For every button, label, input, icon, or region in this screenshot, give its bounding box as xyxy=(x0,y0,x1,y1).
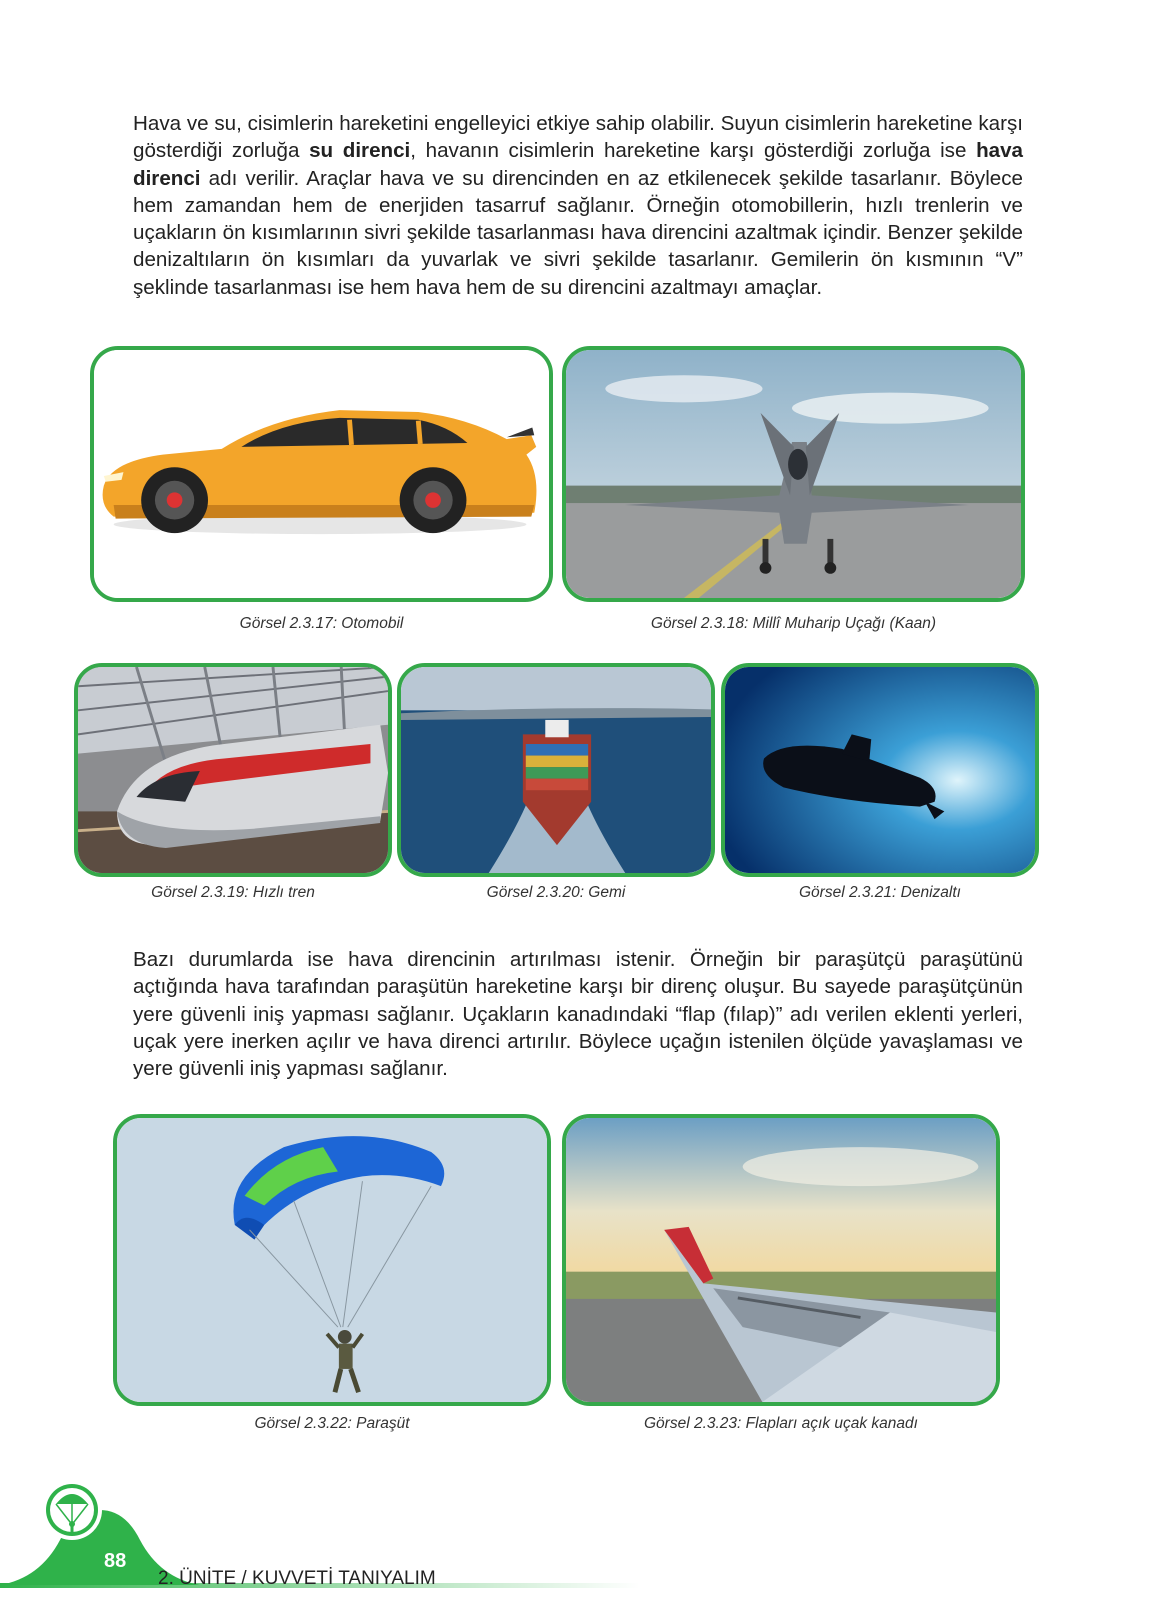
caption-car: Görsel 2.3.17: Otomobil xyxy=(239,615,404,632)
caption-jet: Görsel 2.3.18: Millî Muharip Uçağı (Kaan) xyxy=(650,615,937,632)
car-image xyxy=(90,346,553,602)
jet-illustration xyxy=(566,350,1021,598)
intro-paragraph: Hava ve su, cisimlerin hareketini engelleyici etkiye sahip olabilir. Suyun cisimlerin hareketine karşı gösterdiği zorluğa su direnci, havanın cisimlerin hareketine karşı gösterdiği zorluğa ise hava direnci adı verilir. Araçlar hava ve su direncinden en az etkilenecek şekilde tasarlanır. Böylece hem zamandan hem de enerjiden tasarruf sağlanır. Örneğin otomobillerin, hızlı trenlerin ve uçakların ön kısımlarının sivri şekilde tasarlanması hava direncini azaltmak içindir. Benzer şekilde denizaltıların ön kısımları da yuvarlak ve sivri şekilde tasarlanır. Gemilerin ön kısmının “V” şeklinde tasarlanması ise hem hava hem de su direncini azaltmayı amaçlar. xyxy=(133,112,1024,299)
second-paragraph: Bazı durumlarda ise hava direncinin artırılması istenir. Örneğin bir paraşütçü paraşütünü açtığında hava tarafından paraşütün hareketine karşı bir direnç oluşur. Bu sayede paraşütçünün yere güvenli iniş yapması sağlanır. Uçakların kanadındaki “flap (fılap)” adı verilen eklenti yerleri, uçak yere inerken açılır ve hava direnci artırılır. Böylece uçağın istenilen ölçüde yavaşlaması ve yere güvenli iniş yapması sağlanır. xyxy=(133,948,1023,1081)
train-image xyxy=(74,663,392,877)
jet-image xyxy=(562,346,1025,602)
term-su-direnci: su direnci xyxy=(309,139,411,163)
parachute-illustration xyxy=(117,1118,547,1402)
caption-train: Görsel 2.3.19: Hızlı tren xyxy=(151,884,315,901)
wing-illustration xyxy=(566,1118,996,1402)
ship-illustration xyxy=(401,667,711,873)
ship-image xyxy=(397,663,715,877)
caption-parachute: Görsel 2.3.22: Paraşüt xyxy=(254,1415,410,1432)
page-number: 88 xyxy=(104,1550,127,1572)
parachute-image xyxy=(113,1114,551,1406)
term-hava-direnci: hava direnci xyxy=(133,139,1024,190)
caption-ship: Görsel 2.3.20: Gemi xyxy=(486,884,626,901)
caption-submarine: Görsel 2.3.21: Denizaltı xyxy=(799,884,961,901)
submarine-image xyxy=(721,663,1039,877)
train-illustration xyxy=(78,667,388,873)
caption-wing: Görsel 2.3.23: Flapları açık uçak kanadı xyxy=(644,1415,918,1432)
wing-image xyxy=(562,1114,1000,1406)
unit-title: 2. ÜNİTE / KUVVETİ TANIYALIM xyxy=(158,1568,436,1589)
submarine-illustration xyxy=(725,667,1035,873)
car-illustration xyxy=(94,350,549,598)
